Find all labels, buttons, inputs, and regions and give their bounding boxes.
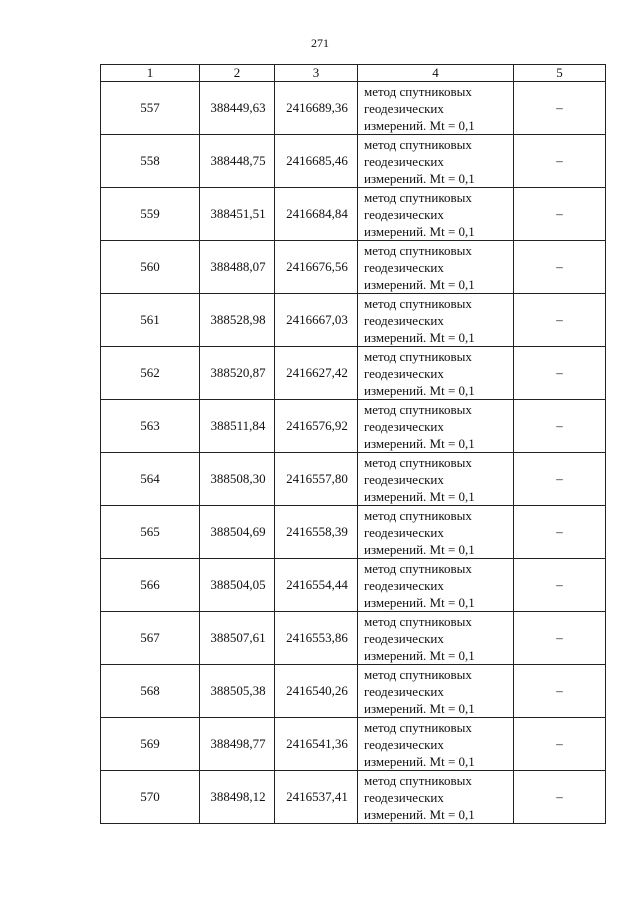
x-coordinate-cell: 388507,61 xyxy=(200,612,275,665)
note-cell: – xyxy=(514,400,606,453)
y-coordinate-cell: 2416667,03 xyxy=(275,294,358,347)
table-row xyxy=(101,347,606,400)
method-description-cell: метод спутниковых геодезических измерений. Mt = 0,1 xyxy=(358,771,514,824)
note-cell: – xyxy=(514,612,606,665)
point-number-cell: 568 xyxy=(101,665,200,718)
method-description-cell: метод спутниковых геодезических измерений. Mt = 0,1 xyxy=(358,665,514,718)
y-coordinate-cell: 2416554,44 xyxy=(275,559,358,612)
point-number-cell: 570 xyxy=(101,771,200,824)
table-row xyxy=(101,665,606,718)
note-cell: – xyxy=(514,453,606,506)
y-coordinate-cell: 2416541,36 xyxy=(275,718,358,771)
y-coordinate-cell: 2416627,42 xyxy=(275,347,358,400)
point-number-cell: 558 xyxy=(101,135,200,188)
x-coordinate-cell: 388449,63 xyxy=(200,82,275,135)
method-description-cell: метод спутниковых геодезических измерений. Mt = 0,1 xyxy=(358,400,514,453)
y-coordinate-cell: 2416553,86 xyxy=(275,612,358,665)
y-coordinate-cell: 2416689,36 xyxy=(275,82,358,135)
x-coordinate-cell: 388505,38 xyxy=(200,665,275,718)
x-coordinate-cell: 388504,05 xyxy=(200,559,275,612)
point-number-cell: 562 xyxy=(101,347,200,400)
y-coordinate-cell: 2416676,56 xyxy=(275,241,358,294)
method-description-cell: метод спутниковых геодезических измерений. Mt = 0,1 xyxy=(358,82,514,135)
point-number-cell: 564 xyxy=(101,453,200,506)
method-description-cell: метод спутниковых геодезических измерений. Mt = 0,1 xyxy=(358,347,514,400)
x-coordinate-cell: 388520,87 xyxy=(200,347,275,400)
method-description-cell: метод спутниковых геодезических измерений. Mt = 0,1 xyxy=(358,135,514,188)
point-number-cell: 563 xyxy=(101,400,200,453)
point-number-cell: 566 xyxy=(101,559,200,612)
coordinates-table xyxy=(100,64,606,824)
table-body xyxy=(101,82,606,824)
y-coordinate-cell: 2416685,46 xyxy=(275,135,358,188)
x-coordinate-cell: 388448,75 xyxy=(200,135,275,188)
table-row xyxy=(101,241,606,294)
point-number-cell: 557 xyxy=(101,82,200,135)
method-description-cell: метод спутниковых геодезических измерений. Mt = 0,1 xyxy=(358,453,514,506)
note-cell: – xyxy=(514,135,606,188)
header-col-3: 3 xyxy=(275,65,358,82)
note-cell: – xyxy=(514,241,606,294)
point-number-cell: 569 xyxy=(101,718,200,771)
method-description-cell: метод спутниковых геодезических измерений. Mt = 0,1 xyxy=(358,188,514,241)
header-col-4: 4 xyxy=(358,65,514,82)
x-coordinate-cell: 388498,12 xyxy=(200,771,275,824)
x-coordinate-cell: 388511,84 xyxy=(200,400,275,453)
table-row xyxy=(101,506,606,559)
x-coordinate-cell: 388498,77 xyxy=(200,718,275,771)
note-cell: – xyxy=(514,559,606,612)
note-cell: – xyxy=(514,506,606,559)
y-coordinate-cell: 2416558,39 xyxy=(275,506,358,559)
note-cell: – xyxy=(514,718,606,771)
point-number-cell: 560 xyxy=(101,241,200,294)
table-row xyxy=(101,135,606,188)
table-header-row xyxy=(101,65,606,82)
header-col-2: 2 xyxy=(200,65,275,82)
table-row xyxy=(101,188,606,241)
y-coordinate-cell: 2416557,80 xyxy=(275,453,358,506)
method-description-cell: метод спутниковых геодезических измерений. Mt = 0,1 xyxy=(358,294,514,347)
x-coordinate-cell: 388528,98 xyxy=(200,294,275,347)
table-row xyxy=(101,771,606,824)
page-number: 271 xyxy=(311,36,329,50)
table-row xyxy=(101,400,606,453)
method-description-cell: метод спутниковых геодезических измерений. Mt = 0,1 xyxy=(358,506,514,559)
header-col-1: 1 xyxy=(101,65,200,82)
note-cell: – xyxy=(514,188,606,241)
y-coordinate-cell: 2416684,84 xyxy=(275,188,358,241)
point-number-cell: 567 xyxy=(101,612,200,665)
note-cell: – xyxy=(514,294,606,347)
point-number-cell: 559 xyxy=(101,188,200,241)
method-description-cell: метод спутниковых геодезических измерений. Mt = 0,1 xyxy=(358,559,514,612)
method-description-cell: метод спутниковых геодезических измерений. Mt = 0,1 xyxy=(358,612,514,665)
method-description-cell: метод спутниковых геодезических измерений. Mt = 0,1 xyxy=(358,718,514,771)
x-coordinate-cell: 388488,07 xyxy=(200,241,275,294)
x-coordinate-cell: 388508,30 xyxy=(200,453,275,506)
x-coordinate-cell: 388504,69 xyxy=(200,506,275,559)
x-coordinate-cell: 388451,51 xyxy=(200,188,275,241)
table-row xyxy=(101,453,606,506)
method-description-cell: метод спутниковых геодезических измерений. Mt = 0,1 xyxy=(358,241,514,294)
table-row xyxy=(101,718,606,771)
point-number-cell: 561 xyxy=(101,294,200,347)
y-coordinate-cell: 2416576,92 xyxy=(275,400,358,453)
note-cell: – xyxy=(514,665,606,718)
point-number-cell: 565 xyxy=(101,506,200,559)
note-cell: – xyxy=(514,771,606,824)
note-cell: – xyxy=(514,347,606,400)
y-coordinate-cell: 2416540,26 xyxy=(275,665,358,718)
table-row xyxy=(101,82,606,135)
table-row xyxy=(101,294,606,347)
y-coordinate-cell: 2416537,41 xyxy=(275,771,358,824)
table-row xyxy=(101,559,606,612)
table-row xyxy=(101,612,606,665)
note-cell: – xyxy=(514,82,606,135)
header-col-5: 5 xyxy=(514,65,606,82)
